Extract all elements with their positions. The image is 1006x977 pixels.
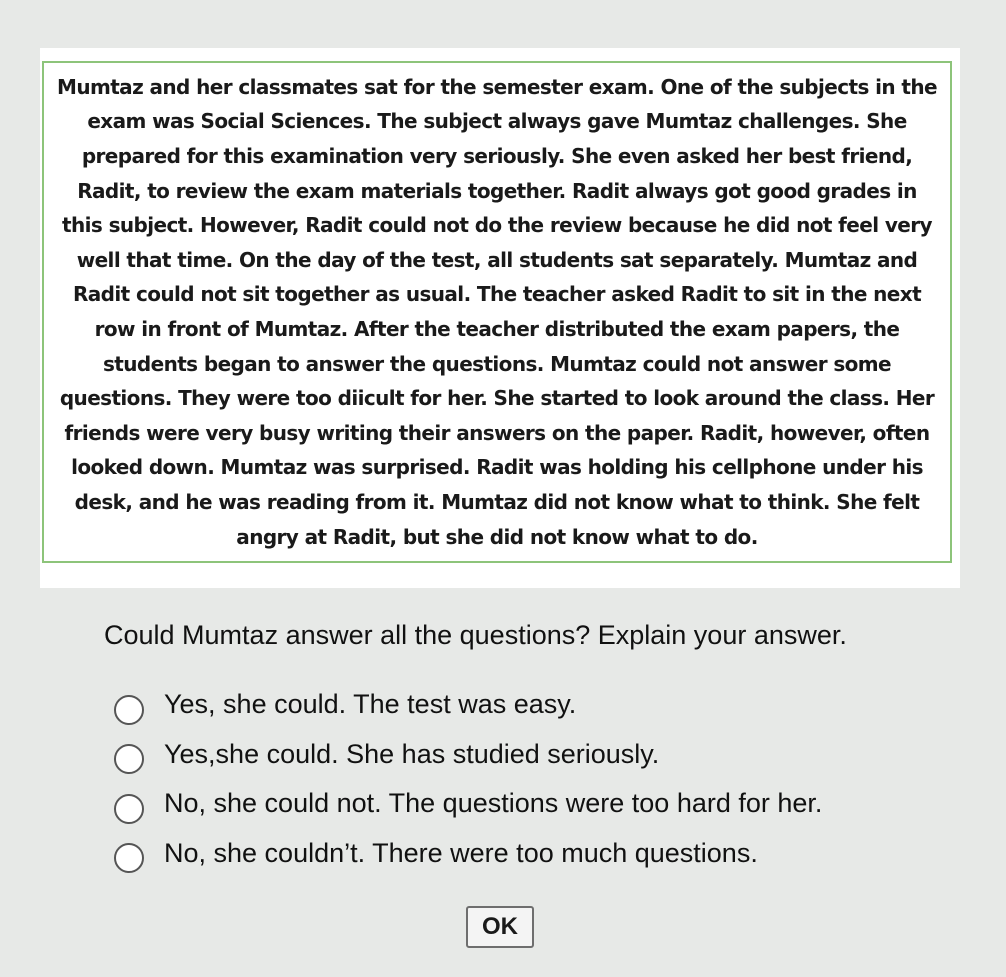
answer-option-label: No, she couldn’t. There were too much questions. <box>164 837 758 868</box>
radio-button-icon[interactable] <box>114 843 144 873</box>
answer-option-2[interactable] <box>114 730 822 780</box>
radio-button-icon[interactable] <box>114 744 144 774</box>
answer-option-4[interactable] <box>114 829 822 879</box>
question-text: Could Mumtaz answer all the questions? Explain your answer. <box>104 620 847 650</box>
radio-button-icon[interactable] <box>114 794 144 824</box>
answer-option-label: Yes, she could. The test was easy. <box>164 689 577 720</box>
passage-frame <box>42 61 952 563</box>
answer-options <box>114 680 822 878</box>
passage-text: Mumtaz and her classmates sat for the semester exam. One of the subjects in the exam was Social Sciences. The subject always gave Mumtaz challenges. She prepared for this examination very seriously. She even asked her best friend, Radit, to review the exam materials together. Radit always got good grades in this subject. However, Radit could not do the review because he did not feel very well that time. On the day of the test, all students sat separately. Mumtaz and Radit could not sit together as usual. The teacher asked Radit to sit in the next row in front of Mumtaz. After the teacher distributed the exam papers, the students began to answer the questions. Mumtaz could not answer some questions. They were too diicult for her. She started to look around the class. Her friends were very busy writing their answers on the paper. Radit, however, often looked down. Mumtaz was surprised. Radit was holding his cellphone under his desk, and he was reading from it. Mumtaz did not know what to think. She felt angry at Radit, but she did not know what to do. <box>57 74 937 549</box>
answer-option-label: Yes,she could. She has studied seriously. <box>164 738 660 769</box>
ok-button[interactable]: OK <box>466 906 534 948</box>
answer-option-label: No, she could not. The questions were too hard for her. <box>164 788 823 819</box>
passage-image <box>40 48 960 588</box>
answer-option-1[interactable] <box>114 680 822 730</box>
radio-button-icon[interactable] <box>114 695 144 725</box>
answer-option-3[interactable] <box>114 779 822 829</box>
